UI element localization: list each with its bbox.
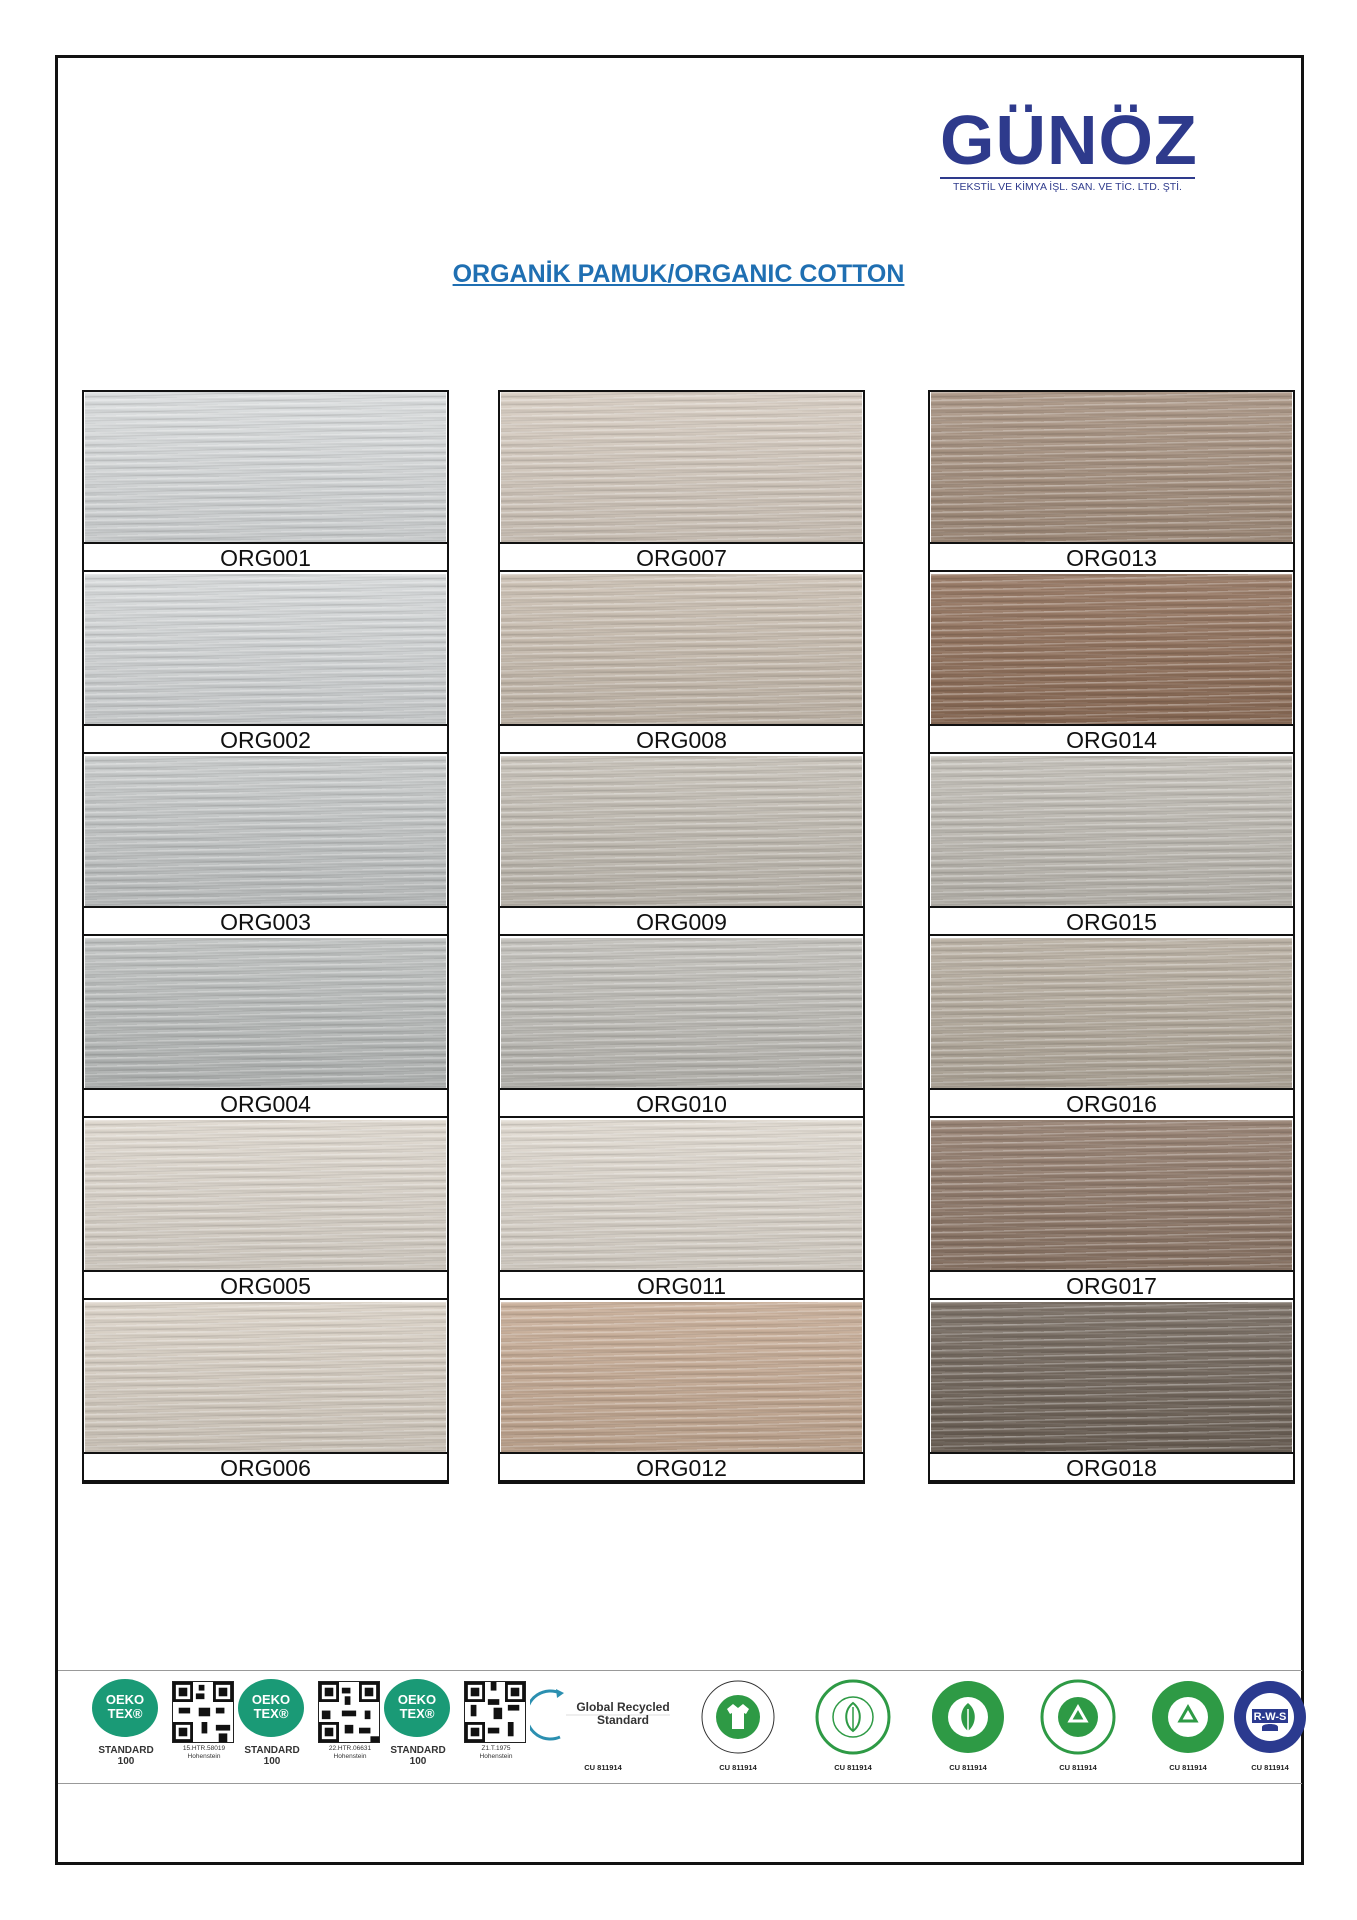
swatch-code-label: ORG015 [930,906,1293,936]
swatch-code-label: ORG005 [84,1270,447,1300]
swatch-column-3 [928,390,1295,1484]
ocs-100-cert [913,1671,1023,1783]
swatch-card [84,756,447,938]
recycled-blended-icon [1040,1679,1116,1755]
swatch-column-2 [498,390,865,1484]
swatch-card [930,392,1293,574]
oeko-standard-label: STANDARD 100 [244,1745,300,1767]
yarn-swatch-image [931,756,1292,906]
oeko-tex-cert-3 [376,1671,546,1783]
cu-number: CU 811914 [834,1763,872,1772]
yarn-swatch-image [85,1120,446,1270]
organic-blended-leaf-icon [815,1679,891,1755]
swatch-code-label: ORG009 [500,906,863,936]
ocs-blended-cert [798,1671,908,1783]
yarn-swatch-image [501,756,862,906]
cu-number: CU 811914 [719,1763,757,1772]
swatch-code-label: ORG012 [500,1452,863,1482]
rws-mark: R-W-S [1253,1711,1287,1723]
swatch-card [930,574,1293,756]
yarn-swatch-image [931,574,1292,724]
swatch-code-label: ORG014 [930,724,1293,754]
swatch-code-label: ORG006 [84,1452,447,1482]
swatch-card [84,938,447,1120]
certification-bar [58,1670,1302,1784]
organic-100-leaf-icon [930,1679,1006,1755]
recycled-100-icon [1150,1679,1226,1755]
swatch-code-label: ORG010 [500,1088,863,1118]
company-logo [940,101,1198,200]
swatch-code-label: ORG013 [930,542,1293,572]
swatch-card [84,1120,447,1302]
swatch-code-label: ORG002 [84,724,447,754]
qr-code-icon [318,1681,380,1743]
page-title: ORGANİK PAMUK/ORGANIC COTTON [452,260,905,288]
yarn-swatch-image [501,938,862,1088]
swatch-card [930,1120,1293,1302]
cu-number: CU 811914 [1169,1763,1207,1772]
swatch-code-label: ORG016 [930,1088,1293,1118]
swatch-code-label: ORG004 [84,1088,447,1118]
yarn-swatch-image [501,574,862,724]
swatch-card [500,756,863,938]
yarn-swatch-image [85,392,446,542]
responsible-wool-standard-icon [1232,1679,1308,1755]
swatch-code-label: ORG018 [930,1452,1293,1482]
swatch-column-1 [82,390,449,1484]
yarn-swatch-image [931,1302,1292,1452]
swatch-card [500,574,863,756]
cu-number: CU 811914 [584,1763,622,1772]
cu-number: CU 811914 [1059,1763,1097,1772]
cu-number: CU 811914 [1251,1763,1289,1772]
qr-code-icon [464,1681,526,1743]
swatch-code-label: ORG007 [500,542,863,572]
yarn-swatch-image [501,1120,862,1270]
gots-cert [683,1671,793,1783]
gots-icon [700,1679,776,1755]
yarn-swatch-image [931,1120,1292,1270]
oeko-number: 15.HTR.58019 Hohenstein [182,1745,226,1760]
yarn-swatch-image [85,938,446,1088]
oeko-number: Z1.T.1975 Hohenstein [479,1745,513,1760]
cu-number: CU 811914 [949,1763,987,1772]
swatch-card [500,392,863,574]
qr-code-icon [172,1681,234,1743]
yarn-swatch-image [501,1302,862,1452]
rcs-blended-cert [1023,1671,1133,1783]
yarn-swatch-image [931,938,1292,1088]
swatch-code-label: ORG003 [84,906,447,936]
grs-label: Global Recycled Standard [576,1700,670,1727]
swatch-card [930,756,1293,938]
swatch-card [930,938,1293,1120]
logo-wordmark: GÜNÖZ [940,101,1198,179]
swatch-card [500,1120,863,1302]
swatch-card [500,1302,863,1484]
swatch-code-label: ORG011 [500,1270,863,1300]
yarn-swatch-image [501,392,862,542]
rws-cert [1238,1671,1302,1783]
swatch-code-label: ORG001 [84,542,447,572]
yarn-swatch-image [85,574,446,724]
swatch-card [84,392,447,574]
swatch-card [84,574,447,756]
oeko-standard-label: STANDARD 100 [390,1745,446,1767]
oeko-tex-cert-2 [230,1671,400,1783]
swatch-card [500,938,863,1120]
logo-subtitle: TEKSTİL VE KİMYA İŞL. SAN. VE TİC. LTD. ŞTİ. [940,177,1195,193]
oeko-number: 22.HTR.06631 Hohenstein [328,1745,372,1760]
oeko-tex-icon: OEKO TEX® [238,1679,304,1737]
oeko-tex-cert-1 [84,1671,254,1783]
yarn-swatch-image [85,756,446,906]
swatch-code-label: ORG008 [500,724,863,754]
yarn-swatch-image [931,392,1292,542]
oeko-tex-icon: OEKO TEX® [384,1679,450,1737]
oeko-standard-label: STANDARD 100 [98,1745,154,1767]
yarn-swatch-image [85,1302,446,1452]
oeko-tex-icon: OEKO TEX® [92,1679,158,1737]
swatch-code-label: ORG017 [930,1270,1293,1300]
grs-cert [528,1671,678,1783]
swatch-card [930,1302,1293,1484]
swatch-card [84,1302,447,1484]
